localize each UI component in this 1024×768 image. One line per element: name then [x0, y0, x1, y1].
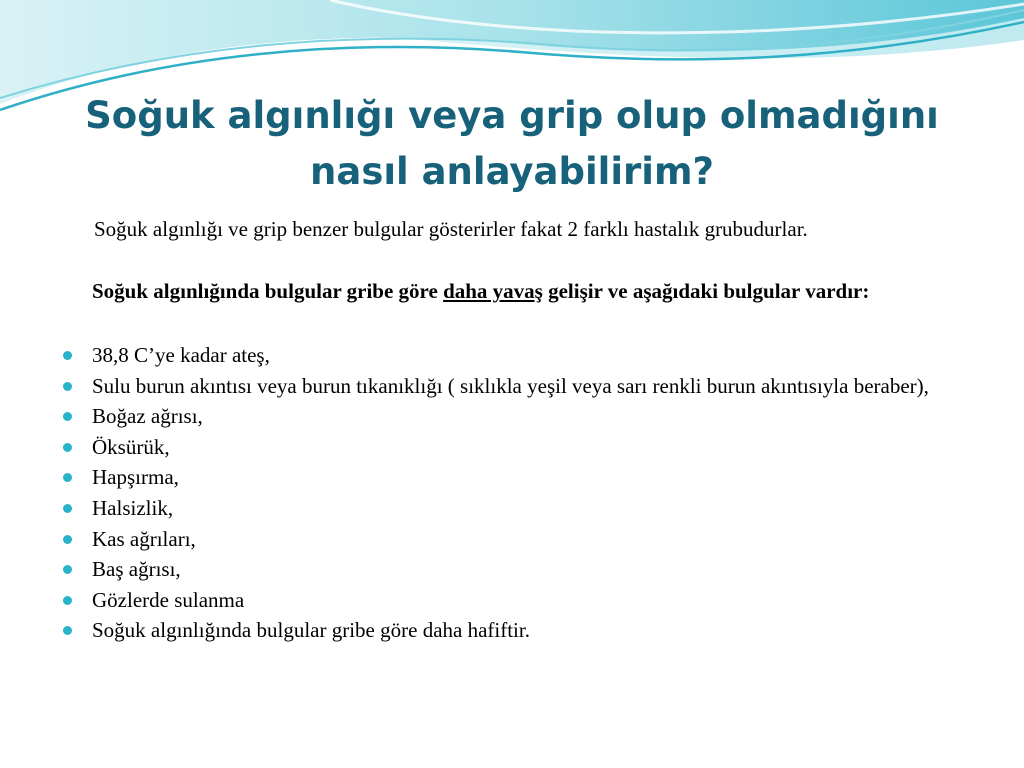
bold-paragraph-start: Soğuk algınlığında bulgular gribe göre [92, 279, 444, 303]
intro-paragraph: Soğuk algınlığı ve grip benzer bulgular gösterirler fakat 2 farklı hastalık grubudurlar. [94, 217, 808, 241]
bullet-dot-icon [63, 351, 72, 360]
list-item-text: Hapşırma, [92, 465, 179, 490]
bullet-dot-icon [63, 473, 72, 482]
bullet-dot-icon [63, 412, 72, 421]
slide-title-line-1: Soğuk algınlığı veya grip olup olmadığını [85, 94, 939, 137]
bold-paragraph-underlined: daha yavaş [443, 279, 543, 303]
bullet-dot-icon [63, 565, 72, 574]
list-item [60, 618, 963, 643]
list-item [60, 374, 963, 399]
list-item [60, 527, 963, 552]
list-item-text: Baş ağrısı, [92, 557, 181, 582]
symptom-list [60, 343, 963, 643]
list-item-text: Soğuk algınlığında bulgular gribe göre daha hafiftir. [92, 618, 530, 643]
list-item-text: Öksürük, [92, 434, 170, 459]
list-item-text: 38,8 C’ye kadar ateş, [92, 343, 270, 367]
bullet-dot-icon [63, 596, 72, 605]
list-item [60, 496, 963, 521]
slide-body [60, 217, 963, 649]
list-item-text: Sulu burun akıntısı veya burun tıkanıklığı ( sıklıkla yeşil veya sarı renkli burun akıntısıyla beraber), [92, 373, 929, 398]
list-item [60, 435, 963, 460]
list-item [60, 588, 963, 613]
list-item-text: Kas ağrıları, [92, 526, 196, 551]
slide-title-line-2: nasıl anlayabilirim? [310, 150, 714, 193]
bullet-dot-icon [63, 504, 72, 513]
bullet-dot-icon [63, 535, 72, 544]
bold-paragraph [92, 279, 963, 304]
list-item [60, 343, 963, 368]
list-item [60, 465, 963, 490]
list-item-text: Gözlerde sulanma [92, 587, 245, 612]
bold-paragraph-end: gelişir ve aşağıdaki bulgular vardır: [542, 279, 870, 303]
list-item-text: Boğaz ağrısı, [92, 404, 203, 429]
list-item-text: Halsizlik, [92, 495, 174, 520]
list-item [60, 404, 963, 429]
list-item [60, 557, 963, 582]
bullet-dot-icon [63, 382, 72, 391]
bullet-dot-icon [63, 443, 72, 452]
slide-title [40, 88, 984, 200]
bullet-dot-icon [63, 626, 72, 635]
